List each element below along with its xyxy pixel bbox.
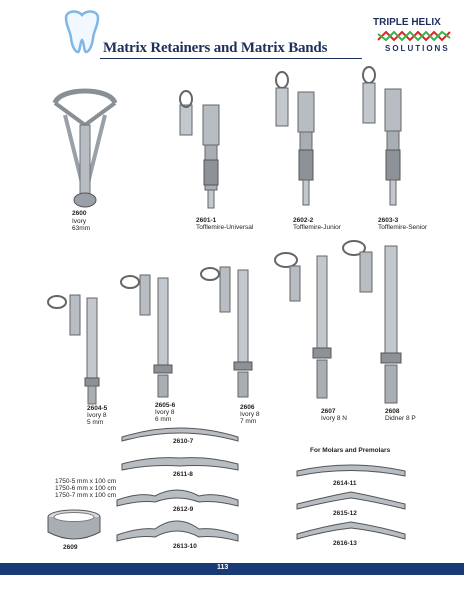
retainer-code: 2606 (240, 404, 255, 411)
retainer-name: Ivory 8 (87, 412, 107, 419)
band-roll-code: 2609 (63, 544, 78, 551)
band-code: 2615-12 (333, 510, 357, 517)
ivory8-5mm-icon (45, 290, 110, 405)
band-code: 2616-13 (333, 540, 357, 547)
retainer-name: Tofflemire-Junior (293, 224, 341, 231)
retainer-name: Ivory 8 N (321, 415, 348, 422)
tofflemire-senior-icon (355, 65, 415, 210)
page-title: Matrix Retainers and Matrix Bands (103, 40, 328, 56)
band-code: 2611-8 (173, 471, 193, 478)
ivory8n-icon (272, 248, 347, 403)
logo-line1: TRIPLE HELIX (373, 17, 441, 28)
retainer-size: 63mm (72, 225, 91, 232)
matrix-band-icon (115, 515, 240, 545)
retainer-size: 7 mm (240, 418, 257, 425)
retainer-name: Ivory 8 (240, 411, 260, 418)
retainer-code: 2600 (72, 210, 87, 217)
tooth-logo-icon (58, 8, 106, 56)
title-underline (100, 58, 362, 59)
ivory8-7mm-icon (198, 262, 263, 402)
retainer-name: Ivory (72, 218, 87, 225)
band-code: 2613-10 (173, 543, 197, 550)
tofflemire-universal-icon (175, 85, 230, 210)
retainer-code: 2605-6 (155, 402, 176, 409)
band-section-heading: For Molars and Premolars (310, 447, 391, 454)
molar-band-icon (295, 518, 407, 542)
molar-band-icon (295, 490, 407, 512)
retainer-code: 2603-3 (378, 217, 399, 224)
retainer-code: 2602-2 (293, 217, 314, 224)
page-number: 113 (217, 564, 229, 571)
retainer-size: 6 mm (155, 416, 172, 423)
retainer-name: Didner 8 P (385, 415, 416, 422)
band-code: 2612-9 (173, 506, 194, 513)
band-roll-size: 1750-6 mm x 100 cm (55, 485, 117, 492)
retainer-code: 2601-1 (196, 217, 217, 224)
band-roll-size: 1750-5 mm x 100 cm (55, 478, 117, 485)
didner8p-icon (340, 238, 415, 408)
tofflemire-junior-icon (268, 70, 328, 210)
band-code: 2610-7 (173, 438, 194, 445)
retainer-name: Tofflemire-Universal (196, 224, 254, 231)
retainer-code: 2608 (385, 408, 400, 415)
retainer-code: 2607 (321, 408, 336, 415)
retainer-name: Tofflemire-Senior (378, 224, 428, 231)
helix-logo-icon (378, 28, 450, 42)
band-roll-icon (45, 508, 103, 542)
footer-bar (0, 563, 464, 575)
molar-band-icon (295, 462, 407, 480)
retainer-code: 2604-5 (87, 405, 108, 412)
logo-line2: SOLUTIONS (385, 44, 450, 53)
band-code: 2614-11 (333, 480, 357, 487)
retainer-name: Ivory 8 (155, 409, 175, 416)
retainer-size: 5 mm (87, 419, 104, 426)
ivory-retainer-icon (40, 85, 130, 210)
band-roll-size: 1750-7 mm x 100 cm (55, 492, 117, 499)
ivory8-6mm-icon (118, 270, 183, 400)
